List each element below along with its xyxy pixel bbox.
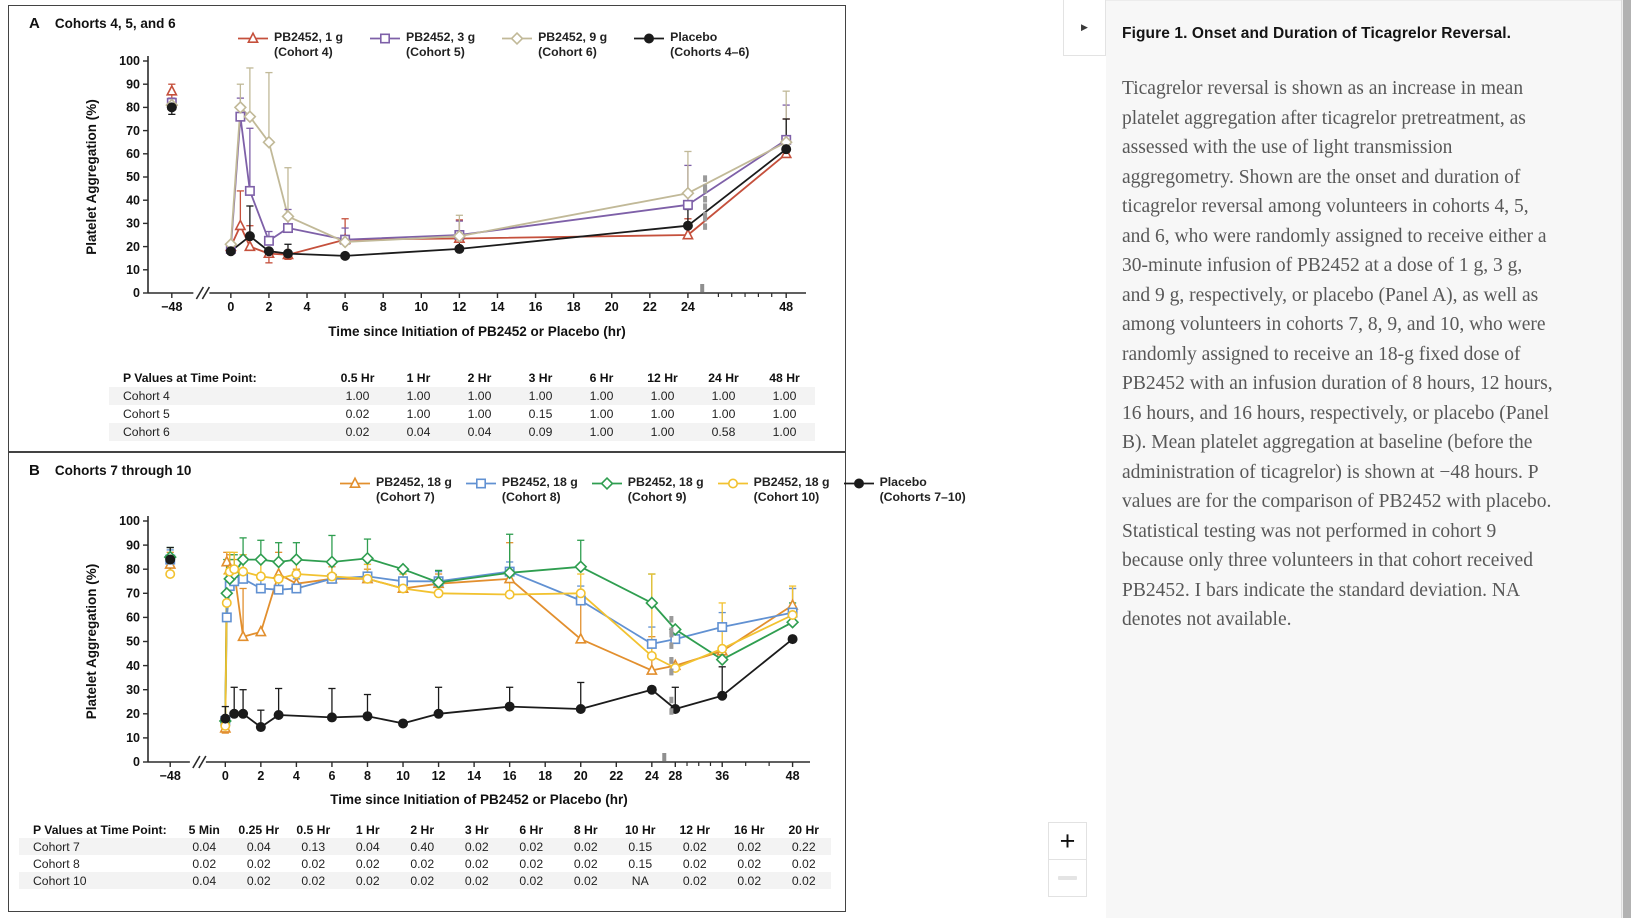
p-value-cell: 0.04 bbox=[449, 423, 510, 441]
p-value-cell: 0.02 bbox=[573, 856, 598, 871]
p-value-cell: 0.02 bbox=[722, 838, 777, 855]
svg-text:0: 0 bbox=[221, 769, 229, 783]
p-value-cell: NA bbox=[613, 872, 668, 889]
p-table-column-header: 24 Hr bbox=[708, 371, 739, 385]
legend-label: PB2452, 18 g (Cohort 7) bbox=[376, 475, 452, 504]
p-table-row bbox=[109, 423, 815, 441]
p-table-row bbox=[19, 855, 831, 872]
legend-label: Placebo (Cohorts 7–10) bbox=[879, 475, 966, 504]
svg-text:10: 10 bbox=[414, 300, 429, 314]
p-value-cell: 0.02 bbox=[682, 856, 707, 871]
svg-text:40: 40 bbox=[126, 193, 140, 208]
svg-text:2: 2 bbox=[257, 769, 265, 783]
zoom-controls bbox=[1048, 822, 1087, 897]
panel-b-title: Cohorts 7 through 10 bbox=[54, 463, 192, 478]
p-value-cell: 1.00 bbox=[650, 407, 675, 421]
p-value-cell: 0.04 bbox=[341, 838, 396, 855]
svg-text:Platelet Aggregation (%): Platelet Aggregation (%) bbox=[84, 563, 99, 720]
svg-text:48: 48 bbox=[779, 300, 794, 314]
cohort-name: Cohort 4 bbox=[109, 387, 327, 405]
svg-text:20: 20 bbox=[126, 707, 140, 721]
svg-text:28: 28 bbox=[668, 769, 683, 783]
svg-text:20: 20 bbox=[573, 769, 588, 783]
p-table-column-header: 5 Min bbox=[188, 822, 220, 837]
square-marker-icon bbox=[465, 476, 497, 491]
svg-text:20: 20 bbox=[126, 239, 140, 254]
p-value-cell: 0.09 bbox=[510, 423, 571, 441]
legend-label: PB2452, 3 g (Cohort 5) bbox=[406, 30, 476, 59]
p-value-cell: 1.00 bbox=[406, 407, 431, 421]
p-table-row bbox=[109, 387, 815, 405]
square-marker-icon bbox=[369, 31, 401, 46]
p-value-cell: 0.02 bbox=[777, 872, 832, 889]
diamond-marker-icon bbox=[501, 31, 533, 46]
svg-text:−48: −48 bbox=[159, 769, 181, 783]
svg-text:10: 10 bbox=[126, 263, 140, 277]
svg-text:10: 10 bbox=[126, 731, 140, 746]
p-table-label: P Values at Time Point: bbox=[33, 822, 167, 837]
triangle-marker-icon bbox=[339, 476, 371, 491]
svg-text:50: 50 bbox=[126, 170, 140, 185]
p-table-column-header: 6 Hr bbox=[589, 371, 614, 385]
svg-text:−48: −48 bbox=[161, 300, 183, 314]
p-table-header-row bbox=[19, 821, 831, 838]
svg-text:16: 16 bbox=[528, 300, 543, 314]
p-value-cell: 1.00 bbox=[632, 387, 693, 405]
p-value-cell: 1.00 bbox=[467, 407, 492, 421]
svg-text:22: 22 bbox=[642, 300, 657, 314]
p-table-column-header: 2 Hr bbox=[467, 371, 492, 385]
p-value-cell: 1.00 bbox=[693, 387, 754, 405]
figure-panel-a bbox=[8, 5, 846, 452]
p-table-header-row bbox=[109, 369, 815, 387]
p-table-column-header: 1 Hr bbox=[355, 822, 380, 837]
svg-text:0: 0 bbox=[133, 286, 140, 301]
legend-label: PB2452, 1 g (Cohort 4) bbox=[274, 30, 344, 59]
svg-text:100: 100 bbox=[119, 514, 140, 529]
svg-text:30: 30 bbox=[126, 216, 140, 231]
p-value-cell: 0.02 bbox=[504, 872, 559, 889]
p-value-cell: 1.00 bbox=[510, 387, 571, 405]
scrollbar-thumb[interactable] bbox=[1623, 0, 1631, 918]
p-value-cell: 0.02 bbox=[395, 872, 450, 889]
p-value-cell: 0.02 bbox=[737, 856, 762, 871]
figure-panel-b bbox=[8, 452, 966, 912]
panel-a-title: Cohorts 4, 5, and 6 bbox=[54, 16, 176, 31]
p-table-column-header: 2 Hr bbox=[410, 822, 435, 837]
zoom-out-button[interactable] bbox=[1048, 859, 1087, 897]
svg-text:4: 4 bbox=[292, 769, 300, 783]
p-value-cell: 0.02 bbox=[341, 872, 396, 889]
p-table-column-header: 12 Hr bbox=[647, 371, 678, 385]
p-value-cell: 1.00 bbox=[327, 387, 388, 405]
p-value-cell: 0.04 bbox=[388, 423, 449, 441]
svg-text:90: 90 bbox=[126, 77, 140, 92]
svg-text:90: 90 bbox=[126, 538, 140, 553]
svg-text:12: 12 bbox=[452, 300, 467, 314]
p-value-cell: 1.00 bbox=[589, 407, 614, 421]
panel-b-letter: B bbox=[29, 462, 40, 479]
cohort-name: Cohort 8 bbox=[33, 856, 80, 871]
svg-text:6: 6 bbox=[341, 300, 349, 314]
p-value-cell: 1.00 bbox=[772, 407, 797, 421]
p-value-cell: 0.02 bbox=[722, 872, 777, 889]
cohort-name: Cohort 5 bbox=[123, 407, 170, 421]
svg-text:6: 6 bbox=[328, 769, 336, 783]
legend-label: PB2452, 18 g (Cohort 9) bbox=[627, 475, 704, 504]
svg-text:4: 4 bbox=[303, 300, 311, 314]
svg-text:50: 50 bbox=[126, 634, 140, 649]
panel-a-pvalue-table bbox=[109, 369, 815, 441]
p-table-row bbox=[19, 838, 831, 855]
svg-text:36: 36 bbox=[715, 769, 730, 783]
p-table-column-header: 20 Hr bbox=[788, 822, 819, 837]
p-value-cell: 0.02 bbox=[450, 872, 505, 889]
minus-icon bbox=[1058, 876, 1077, 880]
triangle-marker-icon bbox=[237, 31, 269, 46]
p-value-cell: 1.00 bbox=[388, 387, 449, 405]
svg-text:24: 24 bbox=[680, 300, 695, 314]
svg-text:24: 24 bbox=[644, 769, 659, 783]
svg-text:14: 14 bbox=[490, 300, 505, 314]
svg-text:14: 14 bbox=[467, 769, 482, 783]
p-value-cell: 0.02 bbox=[345, 407, 370, 421]
panel-a-letter: A bbox=[29, 15, 40, 32]
p-table-column-header: 0.25 Hr bbox=[238, 822, 280, 837]
p-value-cell: 0.02 bbox=[668, 838, 723, 855]
p-value-cell: 1.00 bbox=[571, 387, 632, 405]
svg-text:2: 2 bbox=[265, 300, 273, 314]
p-value-cell: 0.02 bbox=[559, 872, 614, 889]
svg-text:8: 8 bbox=[364, 769, 371, 783]
svg-text:8: 8 bbox=[379, 300, 387, 314]
p-value-cell: 0.02 bbox=[410, 856, 435, 871]
svg-text:0: 0 bbox=[133, 755, 140, 770]
svg-text:18: 18 bbox=[538, 769, 553, 783]
cohort-name: Cohort 7 bbox=[19, 838, 177, 855]
p-table-row bbox=[19, 872, 831, 889]
p-table-column-header: 0.5 Hr bbox=[340, 371, 375, 385]
p-value-cell: 1.00 bbox=[571, 423, 632, 441]
p-value-cell: 0.02 bbox=[355, 856, 380, 871]
p-value-cell: 1.00 bbox=[754, 387, 815, 405]
legend-label: PB2452, 18 g (Cohort 10) bbox=[753, 475, 830, 504]
svg-text:12: 12 bbox=[431, 769, 446, 783]
svg-text:18: 18 bbox=[566, 300, 581, 314]
p-table-column-header: 12 Hr bbox=[679, 822, 710, 837]
svg-text:Time since Initiation of PB245: Time since Initiation of PB2452 or Placebo (hr) bbox=[328, 324, 626, 339]
p-table-column-header: 16 Hr bbox=[734, 822, 765, 837]
panel-b-header bbox=[29, 462, 191, 479]
p-value-cell: 0.04 bbox=[232, 838, 287, 855]
p-value-cell: 0.22 bbox=[777, 838, 832, 855]
p-value-cell: 0.40 bbox=[395, 838, 450, 855]
cohort-name: Cohort 10 bbox=[19, 872, 177, 889]
p-value-cell: 0.58 bbox=[693, 423, 754, 441]
p-value-cell: 0.02 bbox=[286, 872, 341, 889]
p-value-cell: 0.02 bbox=[450, 838, 505, 855]
circle-marker-icon bbox=[717, 476, 749, 491]
svg-text:10: 10 bbox=[396, 769, 410, 783]
zoom-in-button[interactable] bbox=[1048, 822, 1087, 860]
circle-marker-icon bbox=[633, 31, 665, 46]
svg-text:70: 70 bbox=[126, 123, 140, 138]
caption-body: Ticagrelor reversal is shown as an increase in mean platelet aggregation after ticagrelor pretreatment, as assessed with the use of light transmission aggregometry. Shown are the onset and duration of ticagrelor reversal among volunteers in cohorts 4, 5, and 6, who were randomly assigned to receive either a 30-minute infusion of PB2452 at a dose of 1 g, 3 g, and 9 g, respectively, or placebo (Panel A), as well as among volunteers in cohorts 7, 8, 9, and 10, who were randomly assigned to receive an 18-g fixed dose of PB2452 with an infusion duration of 8 hours, 12 hours, 16 hours, and 16 hours, respectively, or placebo (Panel B). Mean platelet aggregation at baseline (before the administration of ticagrelor) is shown at −48 hours. P values are for the comparison of PB2452 with placebo. Statistical testing was not performed in cohort 9 because only three volunteers in that cohort received PB2452. I bars indicate the standard deviation. NA denotes not available. bbox=[1122, 78, 1553, 630]
p-value-cell: 0.04 bbox=[177, 838, 232, 855]
svg-text:Platelet Aggregation (%): Platelet Aggregation (%) bbox=[84, 99, 99, 255]
p-table-column-header: 0.5 Hr bbox=[296, 822, 331, 837]
svg-text:60: 60 bbox=[126, 147, 140, 161]
svg-text:16: 16 bbox=[502, 769, 517, 783]
p-value-cell: 0.02 bbox=[192, 856, 217, 871]
svg-text:Time since Initiation of PB245: Time since Initiation of PB2452 or Placebo (hr) bbox=[330, 792, 628, 807]
p-table-label: P Values at Time Point: bbox=[123, 371, 257, 385]
legend-label: PB2452, 9 g (Cohort 6) bbox=[538, 30, 608, 59]
svg-text:48: 48 bbox=[785, 769, 800, 783]
caption-title: Figure 1. Onset and Duration of Ticagrelor Reversal. bbox=[1122, 25, 1512, 42]
p-value-cell: 0.02 bbox=[668, 872, 723, 889]
p-value-cell: 0.02 bbox=[301, 856, 326, 871]
p-table-column-header: 1 Hr bbox=[406, 371, 431, 385]
p-value-cell: 0.04 bbox=[177, 872, 232, 889]
p-value-cell: 0.02 bbox=[791, 856, 816, 871]
p-value-cell: 0.02 bbox=[504, 838, 559, 855]
svg-text:80: 80 bbox=[126, 562, 140, 577]
p-value-cell: 1.00 bbox=[632, 423, 693, 441]
svg-text:22: 22 bbox=[609, 769, 624, 783]
p-value-cell: 0.13 bbox=[286, 838, 341, 855]
svg-text:40: 40 bbox=[126, 658, 140, 673]
svg-text:70: 70 bbox=[126, 586, 140, 601]
p-table-row bbox=[109, 405, 815, 423]
svg-text:0: 0 bbox=[227, 300, 235, 314]
panel-a-chart bbox=[10, 50, 844, 352]
caption-collapse-button[interactable] bbox=[1063, 0, 1106, 56]
p-table-column-header: 10 Hr bbox=[625, 822, 656, 837]
collapse-arrow-icon: ▶ bbox=[1081, 22, 1088, 32]
p-value-cell: 0.02 bbox=[559, 838, 614, 855]
svg-text:20: 20 bbox=[604, 300, 619, 314]
legend-label: PB2452, 18 g (Cohort 8) bbox=[501, 475, 578, 504]
panel-b-pvalue-table bbox=[19, 821, 831, 889]
p-value-cell: 0.02 bbox=[464, 856, 489, 871]
p-table-column-header: 6 Hr bbox=[519, 822, 544, 837]
diamond-marker-icon bbox=[591, 476, 623, 491]
p-value-cell: 0.15 bbox=[528, 407, 553, 421]
p-value-cell: 0.02 bbox=[519, 856, 544, 871]
panel-a-header bbox=[29, 15, 176, 32]
p-value-cell: 0.02 bbox=[246, 856, 271, 871]
svg-text:30: 30 bbox=[126, 682, 140, 697]
caption-scrollbar[interactable] bbox=[1621, 0, 1631, 918]
p-value-cell: 0.02 bbox=[327, 423, 388, 441]
legend-item bbox=[843, 475, 966, 505]
p-value-cell: 0.15 bbox=[628, 856, 653, 871]
p-table-column-header: 48 Hr bbox=[769, 371, 800, 385]
plus-icon: + bbox=[1059, 825, 1076, 856]
p-value-cell: 1.00 bbox=[754, 423, 815, 441]
p-table-column-header: 3 Hr bbox=[464, 822, 489, 837]
p-table-column-header: 8 Hr bbox=[573, 822, 598, 837]
p-value-cell: 1.00 bbox=[449, 387, 510, 405]
svg-text:100: 100 bbox=[119, 54, 140, 69]
legend-label: Placebo (Cohorts 4–6) bbox=[670, 30, 750, 59]
svg-text:60: 60 bbox=[126, 610, 140, 625]
p-value-cell: 0.02 bbox=[232, 872, 287, 889]
p-value-cell: 1.00 bbox=[711, 407, 736, 421]
cohort-name: Cohort 6 bbox=[109, 423, 327, 441]
circle-marker-icon bbox=[843, 476, 875, 491]
p-table-column-header: 3 Hr bbox=[528, 371, 553, 385]
svg-text:80: 80 bbox=[126, 100, 140, 115]
p-value-cell: 0.15 bbox=[613, 838, 668, 855]
caption-panel bbox=[1106, 0, 1621, 918]
panel-b-chart bbox=[10, 493, 844, 811]
